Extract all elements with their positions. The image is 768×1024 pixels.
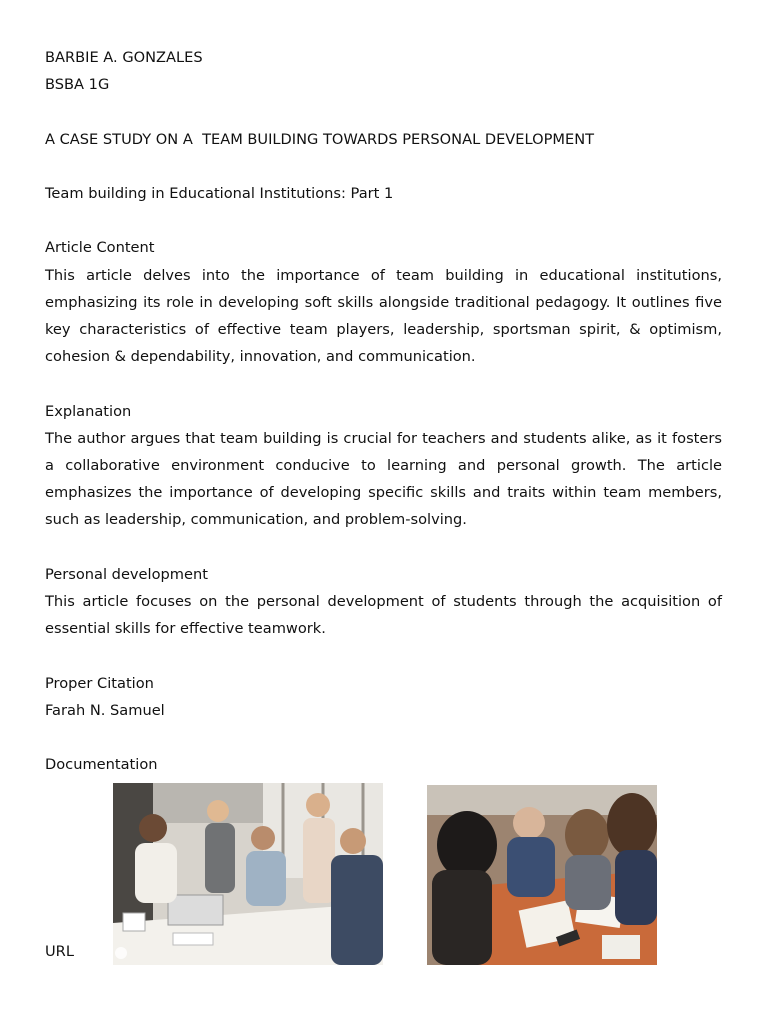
course-section: BSBA 1G [45,76,110,94]
office-team-illustration [113,783,383,965]
documentation-photo-students-table [427,785,657,965]
author-name: BARBIE A. GONZALES [45,49,203,66]
documentation-heading: Documentation [45,756,158,774]
citation-author: Farah N. Samuel [45,701,165,719]
personal-development-body: This article focuses on the personal development of students through the acquisition of essential skills for effective teamwork. [45,592,722,638]
document-title: A CASE STUDY ON A TEAM BUILDING TOWARDS PERSONAL DEVELOPMENT [45,130,595,148]
article-content-body: This article delves into the importance of team building in educational institutions, emphasizing its role in developing soft skills alongside traditional pedagogy. It outlines five key characteristics of effective team players, leadership, sportsman spirit, & optimism, cohesion & dependability, innovation, and communication. [45,266,722,366]
personal-development-heading: Personal development [45,565,208,583]
explanation-heading: Explanation [45,402,132,420]
documentation-photo-office-team [113,783,383,965]
document-page [45,44,722,778]
article-title: Team building in Educational Institutions: Part 1 [45,184,394,202]
citation-heading: Proper Citation [45,674,154,692]
article-content-heading: Article Content [45,239,155,257]
url-label: URL [45,943,74,960]
students-table-illustration [427,785,657,965]
explanation-body: The author argues that team building is crucial for teachers and students alike, as it fosters a collaborative environment conducive to learning and personal growth. The article emphasizes the importance of developing specific skills and traits within team members, such as leadership, communication, and problem-solving. [45,429,722,529]
